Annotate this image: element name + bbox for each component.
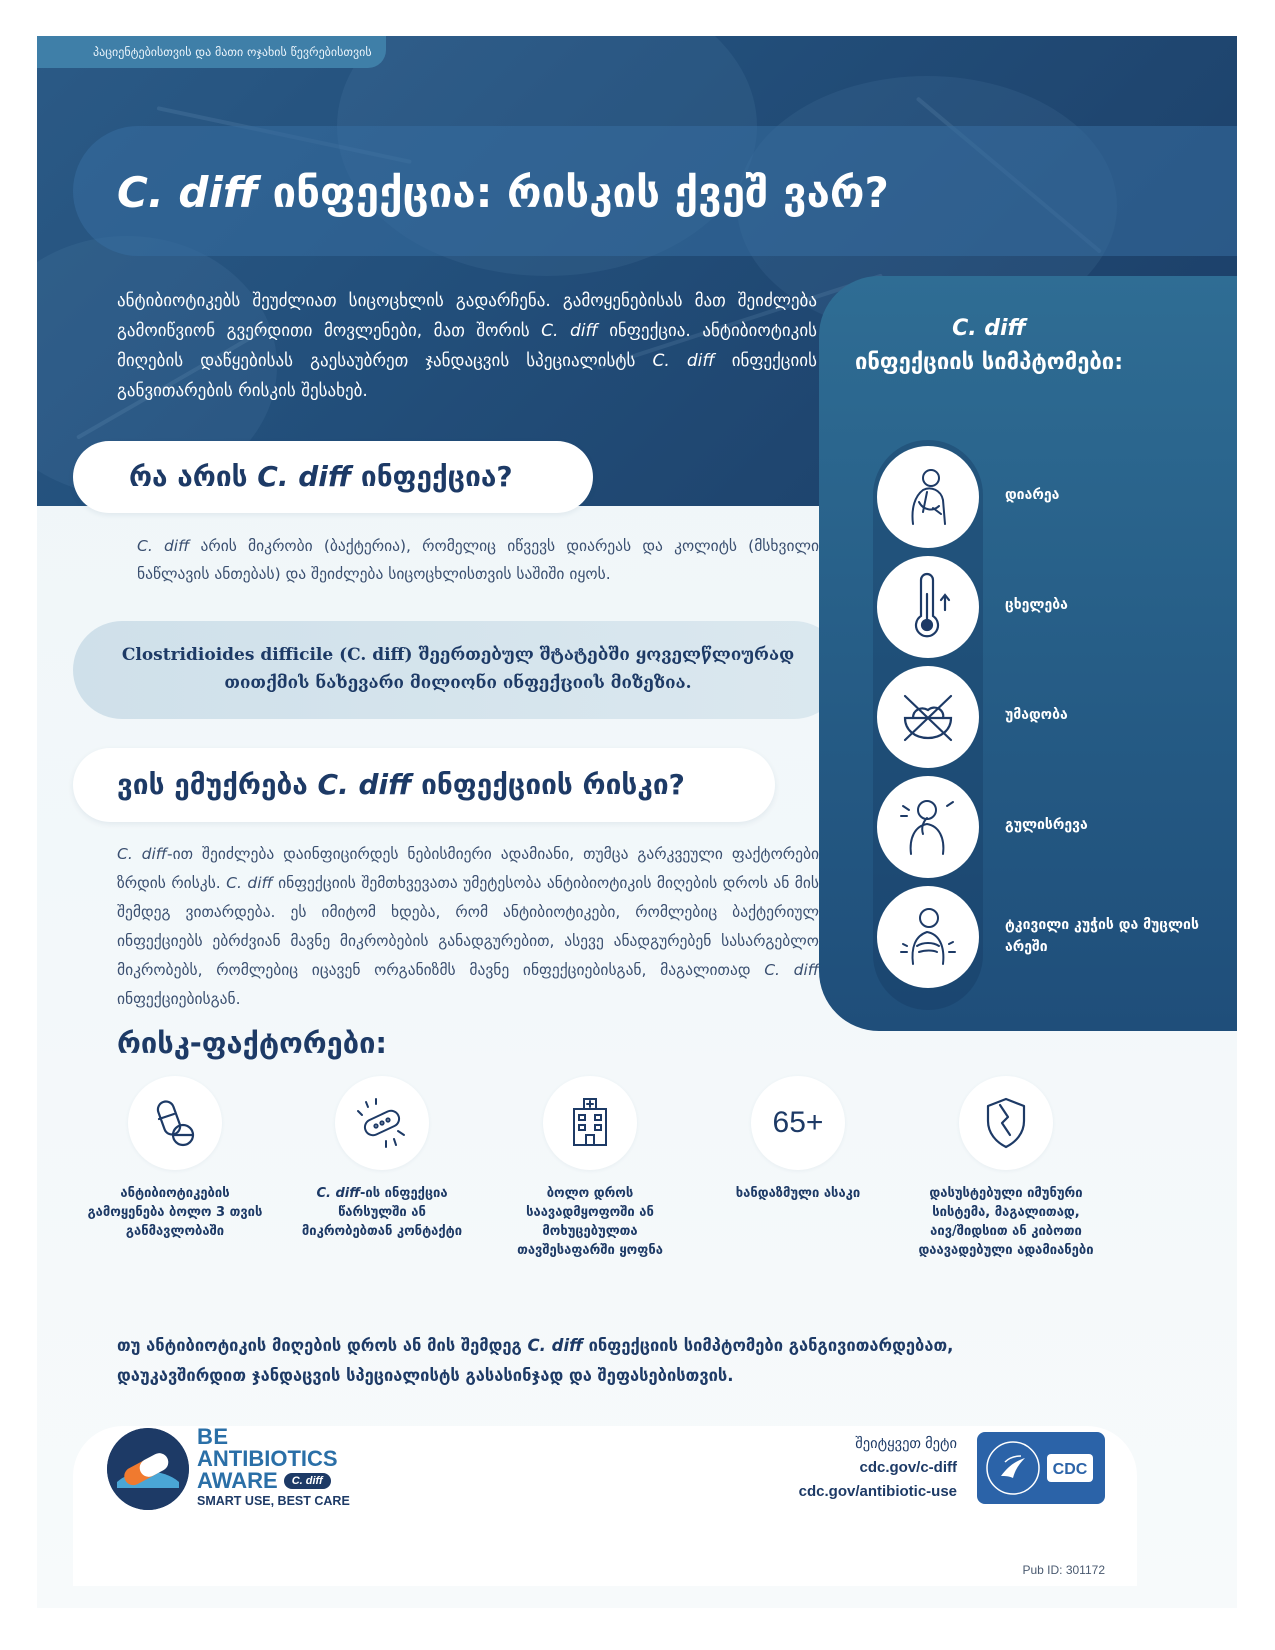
hhs-cdc-logo [977,1432,1105,1504]
be-antibiotics-aware-logo [107,1428,189,1510]
learn-more-block [799,1432,957,1504]
who-heading: ვის ემუქრება C. diff ინფექციის რისკი? [117,768,685,801]
page-title: C. diff ინფექცია: რისკის ქვეშ ვარ? [117,168,889,217]
symptoms-title: C. diff ინფექციის სიმპტომები: [854,316,1123,375]
stomach-pain-icon [877,886,979,988]
risk-factor-label: ანტიბიოტიკების გამოყენება ბოლო 3 თვის განმავლობაში [87,1186,263,1239]
intro-paragraph: ანტიბიოტიკებს შეუძლიათ სიცოცხლის გადარჩენა. გამოყენებისას მათ შეიძლება გამოიწვიონ გვერდითი მოვლენები, მათ შორის C. diff ინფექცია. ანტიბიოტიკის მიღების დაწყებისას გაესაუბრეთ ჯანდაცვის სპეციალისტს C. diff ინფექციის განვითარების რისკის შესახებ. [117,291,818,401]
symptom-label: ცხელება [1005,597,1068,613]
who-description: C. diff-ით შეიძლება დაინფიცირდეს ნებისმიერი ადამიანი, თუმცა გარკვეული ფაქტორები ზრდის რისკს. C. diff ინფექციის შემთხვევათა უმეტესობა ანტიბიოტიკის მიღების დროს ან მის შემდეგ ვითარდება. ეს იმიტომ ხდება, რომ ანტიბიოტიკები, რომლებიც ბაქტერიულ ინფექციებს ებრძვიან მავნე მიკრობების განადგურებით, ასევე ანადგურებენ სასარგებლო მიკრობებს, რომლებიც იცავენ ორგანიზმს მავნე ინფექციებისგან, მაგალითად C. diff ინფექციებისგან. [117,845,820,1008]
risk-factor-label: ბოლო დროს საავადმყოფოში ან მოხუცებულთა თავშესაფარში ყოფნა [517,1186,663,1258]
logo-cdiff-badge: C. diff [284,1473,331,1489]
risk-factor-hospital [495,1076,685,1260]
risk-factor-label: დასუსტებული იმუნური სისტემა, მაგალითად, აივ/შიდსით ან კიბოთი დაავადებული ადამიანები [918,1186,1094,1258]
nausea-icon [877,776,979,878]
no-appetite-icon [877,666,979,768]
broken-shield-icon [959,1076,1053,1170]
bacteria-icon [335,1076,429,1170]
symptom-label: გულისრევა [1005,817,1088,833]
thermometer-icon [877,556,979,658]
age-icon [751,1076,845,1170]
risk-factor-label: ხანდაზმული ასაკი [735,1186,861,1201]
logo-tagline: SMART USE, BEST CARE [197,1494,350,1508]
fact-sheet-page [37,36,1237,1608]
cdiff-link[interactable]: cdc.gov/c-diff [859,1459,957,1476]
hospital-icon [543,1076,637,1170]
symptom-label: ტკივილი კუჭის და მუცლის არეში [1005,917,1199,955]
risk-factor-age [703,1076,893,1203]
logo-line-antibiotics: ANTIBIOTICS [197,1446,338,1471]
pill-icon [128,1076,222,1170]
risk-factor-label: C. diff-ის ინფექცია წარსულში ან მიკრობებთან კონტაქტი [301,1186,463,1239]
symptom-label: დიარეა [1005,487,1060,503]
age-value: 65+ [772,1106,824,1139]
antibiotic-use-link[interactable]: cdc.gov/antibiotic-use [798,1483,957,1500]
logo-wordmark [197,1426,350,1510]
pub-id: Pub ID: 301172 [1022,1563,1105,1577]
symptom-label: უმადობა [1005,707,1068,723]
what-description: C. diff არის მიკრობი (ბაქტერია), რომელიც იწვევს დიარეას და კოლიტს (მსხვილი ნაწლავის ანთებას) და შეიძლება სიცოცხლისთვის საშიში იყოს. [137,537,819,583]
audience-tag: პაციენტებისთვის და მათი ოჯახის წევრებისთვის [37,36,386,68]
risk-factor-antibiotics [80,1076,270,1241]
logo-line-be: BE [197,1424,229,1449]
closing-advice: თუ ანტიბიოტიკის მიღების დროს ან მის შემდეგ C. diff ინფექციის სიმპტომები განგივითარდებათ, დაუკავშირდით ჯანდაცვის სპეციალისტს გასასინჯად და შეფასებისთვის. [117,1336,954,1385]
risk-factors-heading: რისკ-ფაქტორები: [117,1026,388,1060]
risk-factor-weak-immunity [911,1076,1101,1260]
stat-text: Clostridioides difficile (C. diff) შეერთებულ შტატებში ყოველწლიურად თითქმის ნახევარი მილიონი ინფექციის მიზეზია. [121,645,795,693]
what-heading: რა არის C. diff ინფექცია? [129,460,513,493]
risk-factor-past-infection [287,1076,477,1241]
learn-more-label: შეიტყვეთ მეტი [855,1436,957,1452]
diarrhea-icon [877,446,979,548]
cdc-label: CDC [1052,1461,1088,1478]
logo-line-aware: AWARE C. diff [197,1470,350,1492]
